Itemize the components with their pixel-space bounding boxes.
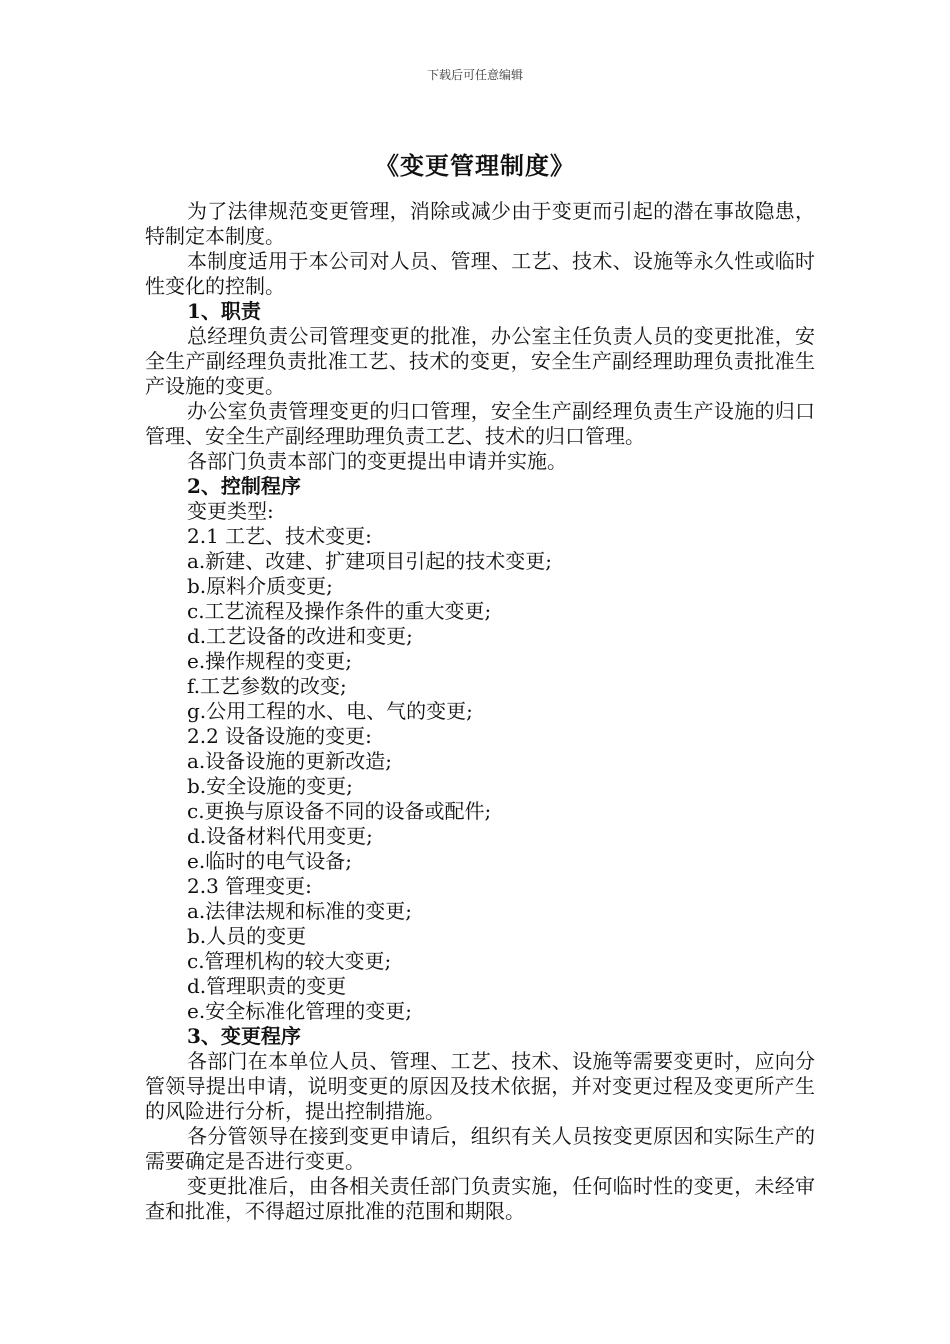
page-header-note: 下载后可任意编辑 xyxy=(426,68,523,82)
section-heading-responsibilities: 1、职责 xyxy=(187,299,261,323)
list-item: d.设备材料代用变更; xyxy=(187,824,373,848)
list-item: f.工艺参数的改变; xyxy=(187,674,347,698)
list-item: b.原料介质变更; xyxy=(187,574,333,598)
subsection-title: 2.3 管理变更: xyxy=(187,874,312,898)
list-item: e.操作规程的变更; xyxy=(187,649,352,673)
list-item: g.公用工程的水、电、气的变更; xyxy=(187,699,473,723)
subsection-title: 2.2 设备设施的变更: xyxy=(187,724,372,748)
list-item: c.更换与原设备不同的设备或配件; xyxy=(187,799,492,823)
section-paragraph: 各部门负责本部门的变更提出申请并实施。 xyxy=(187,449,567,473)
list-item: d.工艺设备的改进和变更; xyxy=(187,624,413,648)
list-item: a.设备设施的更新改造; xyxy=(187,749,393,773)
document-title: 《变更管理制度》 xyxy=(375,151,575,180)
list-item: e.安全标准化管理的变更; xyxy=(187,999,412,1023)
list-item: d.管理职责的变更 xyxy=(187,974,347,998)
section-paragraph: 总经理负责公司管理变更的批准，办公室主任负责人员的变更批准，安全生产副经理负责批准工艺、技术的变更，安全生产副经理助理负责批准生产设施的变更。 xyxy=(145,324,815,398)
list-item: e.临时的电气设备; xyxy=(187,849,352,873)
list-item: b.人员的变更 xyxy=(187,924,307,948)
intro-paragraph: 本制度适用于本公司对人员、管理、工艺、技术、设施等永久性或临时性变化的控制。 xyxy=(145,249,815,298)
subsection-title: 2.1 工艺、技术变更: xyxy=(187,524,372,548)
change-types-label: 变更类型: xyxy=(187,499,274,523)
list-item: c.管理机构的较大变更; xyxy=(187,949,392,973)
section-paragraph: 各部门在本单位人员、管理、工艺、技术、设施等需要变更时，应向分管领导提出申请，说明变更的原因及技术依据，并对变更过程及变更所产生的风险进行分析，提出控制措施。 xyxy=(145,1049,815,1123)
section-paragraph: 办公室负责管理变更的归口管理，安全生产副经理负责生产设施的归口管理、安全生产副经理助理负责工艺、技术的归口管理。 xyxy=(145,399,815,448)
section-paragraph: 各分管领导在接到变更申请后，组织有关人员按变更原因和实际生产的需要确定是否进行变更。 xyxy=(145,1124,815,1173)
section-paragraph: 变更批准后，由各相关责任部门负责实施，任何临时性的变更，未经审查和批准，不得超过原批准的范围和期限。 xyxy=(145,1174,815,1223)
list-item: a.法律法规和标准的变更; xyxy=(187,899,413,923)
list-item: c.工艺流程及操作条件的重大变更; xyxy=(187,599,492,623)
section-heading-control-procedure: 2、控制程序 xyxy=(187,474,301,498)
list-item: a.新建、改建、扩建项目引起的技术变更; xyxy=(187,549,553,573)
list-item: b.安全设施的变更; xyxy=(187,774,353,798)
document-body xyxy=(145,199,815,1224)
section-heading-change-procedure: 3、变更程序 xyxy=(187,1024,301,1048)
intro-paragraph: 为了法律规范变更管理，消除或减少由于变更而引起的潜在事故隐患，特制定本制度。 xyxy=(145,199,815,248)
